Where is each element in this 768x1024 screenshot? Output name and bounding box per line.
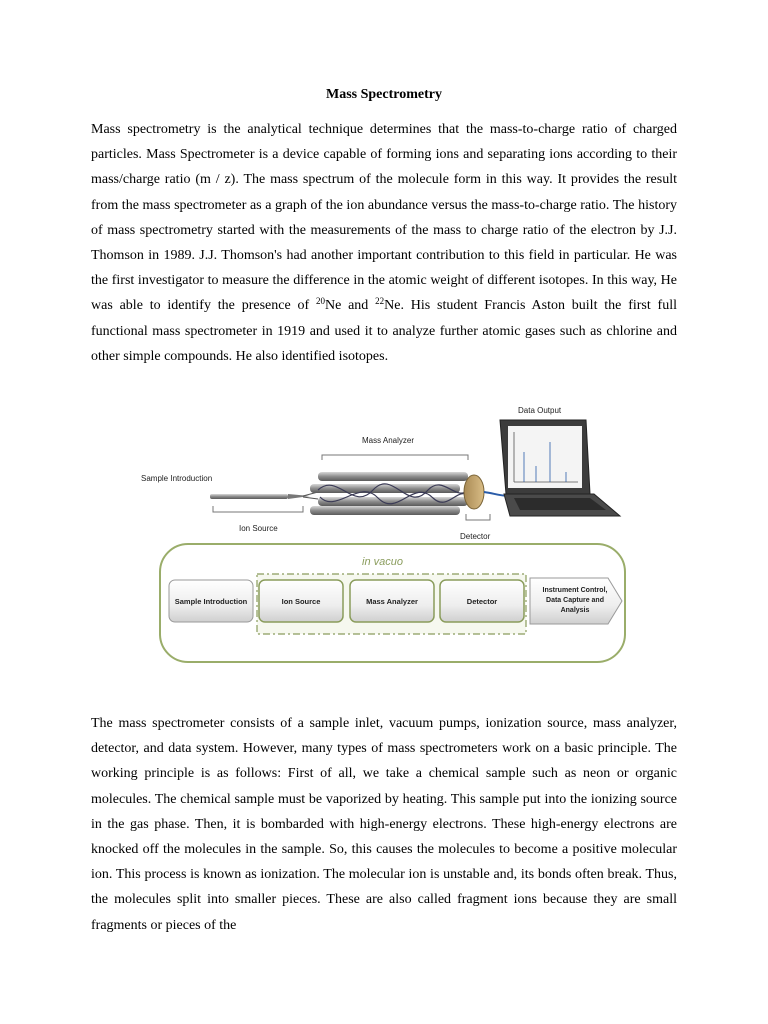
laptop-icon — [500, 420, 620, 516]
paragraph-history-text-b: Ne and — [324, 298, 376, 314]
label-data-output: Data Output — [518, 406, 562, 415]
mass-spectrometer-diagram — [138, 402, 628, 668]
quadrupole-rods — [310, 472, 468, 515]
flow-box-ion-source — [259, 580, 343, 622]
label-detector: Detector — [460, 532, 491, 541]
paragraph-working-principle: The mass spectrometer consists of a sample inlet, vacuum pumps, ionization source, mass analyzer, detector, and data system. However, many types of mass spectrometers work on a basic principle. The working principle is as follows: First of all, we take a chemical sample such as neon or organic molecules. The chemical sample must be vaporized by heating. This sample put into the ionizing source in the gas phase. Then, it is bombarded with high-energy electrons. These high-energy electrons are knocked off the molecules in the sample. So, this causes the molecules to become a positive molecular ion. This process is known as ionization. The molecular ion is unstable and, its bonds often break. Thus, the molecules split into smaller pieces. These are also called fragment ions because they are small fragments or pieces of the — [91, 716, 677, 933]
svg-text:Detector: Detector — [466, 597, 498, 606]
sample-inlet-needle — [210, 494, 288, 499]
page-title: Mass Spectrometry — [326, 87, 442, 102]
instrument-illustration — [141, 406, 620, 541]
label-in-vacuo: in vacuo — [362, 556, 403, 568]
process-flow-diagram — [160, 544, 625, 662]
label-mass-analyzer: Mass Analyzer — [362, 436, 415, 445]
svg-text:Instrument Control,: Instrument Control, — [542, 587, 608, 594]
flow-box-detector — [440, 580, 524, 622]
label-ion-source: Ion Source — [239, 524, 278, 533]
svg-text:Data Capture and: Data Capture and — [546, 597, 604, 604]
flow-box-mass-analyzer — [350, 580, 434, 622]
flow-box-instrument-control — [530, 578, 622, 624]
paragraph-history-text-a: Mass spectrometry is the analytical technique determines that the mass-to-charge ratio of charged particles. Mass Spectrometer is a device capable of forming ions and separating ions according to their mass/charge ratio (m / z). The mass spectrum of the molecule form in this way. It provides the result from the mass spectrometer as a graph of the ion abundance versus the mass-to-charge ratio. The history of mass spectrometry started with the measurements of the mass to charge ratio of the electron by J.J. Thomson in 1989. J.J. Thomson's had another important contribution to this field in particular. He was the first investigator to measure the difference in the atomic weight of different isotopes. In this way, He was able to identify the presence of — [91, 122, 677, 314]
isotope-superscript-22: 22 — [375, 296, 385, 307]
paragraph-history-text-c: Ne. His student Francis Aston built the first full functional mass spectrometer in 1919 and used it to analyze further atomic gases such as chlorine and other simple compounds. He also identified isotopes. — [91, 298, 677, 364]
svg-text:Ion Source: Ion Source — [281, 597, 321, 606]
svg-text:Analysis: Analysis — [560, 607, 590, 614]
label-sample-introduction: Sample Introduction — [141, 474, 213, 483]
svg-text:Sample Introduction: Sample Introduction — [174, 597, 248, 606]
isotope-superscript-20: 20 — [315, 296, 325, 307]
flow-box-sample-introduction — [169, 580, 253, 622]
svg-text:Mass Analyzer: Mass Analyzer — [366, 597, 418, 606]
detector-disc — [464, 475, 484, 509]
paragraph-history — [91, 117, 677, 369]
